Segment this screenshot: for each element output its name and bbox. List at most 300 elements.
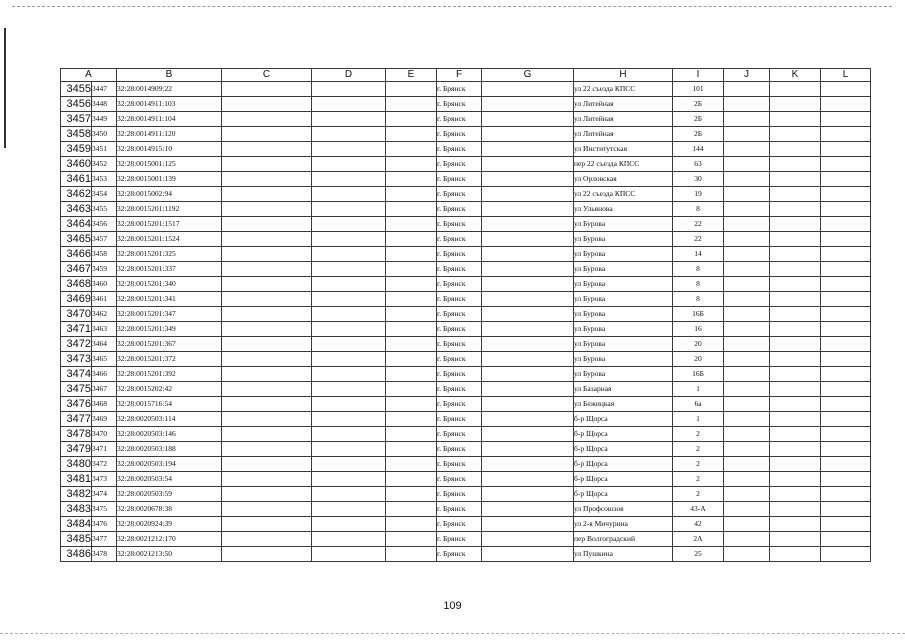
cell-empty[interactable] <box>821 262 871 277</box>
cell-empty[interactable] <box>821 142 871 157</box>
cell-f[interactable]: г. Брянск <box>437 142 482 157</box>
cell-a[interactable]: 3455 <box>92 202 117 217</box>
row-number[interactable]: 3478 <box>61 427 92 442</box>
cell-empty[interactable] <box>482 127 574 142</box>
cell-empty[interactable] <box>770 292 821 307</box>
cell-empty[interactable] <box>770 307 821 322</box>
cell-empty[interactable] <box>222 487 312 502</box>
cell-empty[interactable] <box>222 442 312 457</box>
cell-f[interactable]: г. Брянск <box>437 427 482 442</box>
row-number[interactable]: 3459 <box>61 142 92 157</box>
cell-empty[interactable] <box>821 157 871 172</box>
cell-h[interactable]: ул Орловская <box>574 172 673 187</box>
cell-empty[interactable] <box>222 217 312 232</box>
cell-a[interactable]: 3468 <box>92 397 117 412</box>
cell-i[interactable]: 25 <box>673 547 724 562</box>
cell-i[interactable]: 6а <box>673 397 724 412</box>
cell-f[interactable]: г. Брянск <box>437 547 482 562</box>
cell-h[interactable]: ул Бурова <box>574 307 673 322</box>
row-number[interactable]: 3469 <box>61 292 92 307</box>
cell-empty[interactable] <box>770 232 821 247</box>
cell-a[interactable]: 3470 <box>92 427 117 442</box>
cell-h[interactable]: б-р Щорса <box>574 412 673 427</box>
cell-empty[interactable] <box>222 367 312 382</box>
cell-h[interactable]: б-р Щорса <box>574 472 673 487</box>
cell-f[interactable]: г. Брянск <box>437 367 482 382</box>
row-number[interactable]: 3473 <box>61 352 92 367</box>
cell-f[interactable]: г. Брянск <box>437 517 482 532</box>
cell-b[interactable]: 32:28:0015201:1524 <box>117 232 222 247</box>
cell-empty[interactable] <box>821 202 871 217</box>
cell-empty[interactable] <box>482 202 574 217</box>
cell-empty[interactable] <box>222 427 312 442</box>
column-header-g[interactable]: G <box>482 69 574 82</box>
cell-empty[interactable] <box>821 517 871 532</box>
cell-i[interactable]: 101 <box>673 82 724 97</box>
cell-empty[interactable] <box>386 262 437 277</box>
cell-empty[interactable] <box>770 247 821 262</box>
cell-h[interactable]: ул Бурова <box>574 322 673 337</box>
cell-a[interactable]: 3451 <box>92 142 117 157</box>
cell-a[interactable]: 3471 <box>92 442 117 457</box>
cell-empty[interactable] <box>222 142 312 157</box>
cell-empty[interactable] <box>222 112 312 127</box>
cell-b[interactable]: 32:28:0014911:104 <box>117 112 222 127</box>
cell-a[interactable]: 3473 <box>92 472 117 487</box>
cell-a[interactable]: 3462 <box>92 307 117 322</box>
cell-h[interactable]: пер 22 съезда КПСС <box>574 157 673 172</box>
cell-f[interactable]: г. Брянск <box>437 352 482 367</box>
cell-empty[interactable] <box>482 277 574 292</box>
cell-empty[interactable] <box>386 97 437 112</box>
row-number[interactable]: 3477 <box>61 412 92 427</box>
cell-f[interactable]: г. Брянск <box>437 382 482 397</box>
cell-empty[interactable] <box>222 202 312 217</box>
cell-empty[interactable] <box>312 277 386 292</box>
row-number[interactable]: 3461 <box>61 172 92 187</box>
cell-empty[interactable] <box>222 502 312 517</box>
cell-f[interactable]: г. Брянск <box>437 157 482 172</box>
cell-empty[interactable] <box>312 262 386 277</box>
row-number[interactable]: 3471 <box>61 322 92 337</box>
cell-a[interactable]: 3448 <box>92 97 117 112</box>
cell-empty[interactable] <box>386 517 437 532</box>
column-header-j[interactable]: J <box>724 69 770 82</box>
cell-empty[interactable] <box>222 157 312 172</box>
cell-empty[interactable] <box>222 277 312 292</box>
cell-empty[interactable] <box>312 247 386 262</box>
cell-empty[interactable] <box>222 337 312 352</box>
cell-b[interactable]: 32:28:0015201:392 <box>117 367 222 382</box>
cell-b[interactable]: 32:28:0014915:10 <box>117 142 222 157</box>
cell-h[interactable]: ул Институтская <box>574 142 673 157</box>
cell-i[interactable]: 1 <box>673 382 724 397</box>
cell-empty[interactable] <box>386 202 437 217</box>
row-number[interactable]: 3467 <box>61 262 92 277</box>
cell-h[interactable]: ул Бурова <box>574 337 673 352</box>
column-header-k[interactable]: K <box>770 69 821 82</box>
cell-empty[interactable] <box>770 337 821 352</box>
cell-f[interactable]: г. Брянск <box>437 202 482 217</box>
cell-h[interactable]: ул Бурова <box>574 277 673 292</box>
cell-empty[interactable] <box>770 442 821 457</box>
cell-empty[interactable] <box>222 172 312 187</box>
cell-empty[interactable] <box>770 457 821 472</box>
cell-empty[interactable] <box>770 142 821 157</box>
cell-empty[interactable] <box>312 157 386 172</box>
cell-h[interactable]: ул Бурова <box>574 232 673 247</box>
cell-h[interactable]: ул Пушкина <box>574 547 673 562</box>
cell-empty[interactable] <box>222 187 312 202</box>
cell-empty[interactable] <box>770 322 821 337</box>
cell-empty[interactable] <box>724 82 770 97</box>
cell-empty[interactable] <box>222 82 312 97</box>
cell-b[interactable]: 32:28:0021213:50 <box>117 547 222 562</box>
cell-empty[interactable] <box>724 397 770 412</box>
cell-empty[interactable] <box>222 517 312 532</box>
cell-i[interactable]: 2Б <box>673 97 724 112</box>
cell-h[interactable]: ул 22 съезда КПСС <box>574 82 673 97</box>
cell-empty[interactable] <box>386 532 437 547</box>
cell-empty[interactable] <box>724 367 770 382</box>
cell-empty[interactable] <box>724 172 770 187</box>
cell-b[interactable]: 32:28:0015201:347 <box>117 307 222 322</box>
cell-h[interactable]: ул Бурова <box>574 367 673 382</box>
cell-empty[interactable] <box>724 97 770 112</box>
cell-i[interactable]: 2 <box>673 427 724 442</box>
cell-i[interactable]: 16 <box>673 322 724 337</box>
cell-i[interactable]: 22 <box>673 232 724 247</box>
column-header-d[interactable]: D <box>312 69 386 82</box>
cell-i[interactable]: 16Б <box>673 307 724 322</box>
cell-f[interactable]: г. Брянск <box>437 487 482 502</box>
row-number[interactable]: 3484 <box>61 517 92 532</box>
column-header-f[interactable]: F <box>437 69 482 82</box>
cell-empty[interactable] <box>482 352 574 367</box>
cell-f[interactable]: г. Брянск <box>437 322 482 337</box>
cell-f[interactable]: г. Брянск <box>437 82 482 97</box>
cell-empty[interactable] <box>482 457 574 472</box>
cell-i[interactable]: 2 <box>673 442 724 457</box>
cell-empty[interactable] <box>821 382 871 397</box>
cell-empty[interactable] <box>312 127 386 142</box>
cell-h[interactable]: ул Бурова <box>574 262 673 277</box>
row-number[interactable]: 3485 <box>61 532 92 547</box>
cell-h[interactable]: ул Бурова <box>574 292 673 307</box>
cell-b[interactable]: 32:28:0015001:139 <box>117 172 222 187</box>
row-number[interactable]: 3466 <box>61 247 92 262</box>
cell-empty[interactable] <box>724 532 770 547</box>
cell-empty[interactable] <box>821 502 871 517</box>
cell-empty[interactable] <box>770 532 821 547</box>
cell-f[interactable]: г. Брянск <box>437 127 482 142</box>
cell-b[interactable]: 32:28:0015201:341 <box>117 292 222 307</box>
cell-empty[interactable] <box>770 277 821 292</box>
cell-f[interactable]: г. Брянск <box>437 292 482 307</box>
cell-empty[interactable] <box>222 397 312 412</box>
cell-a[interactable]: 3454 <box>92 187 117 202</box>
cell-empty[interactable] <box>222 352 312 367</box>
row-number[interactable]: 3486 <box>61 547 92 562</box>
cell-empty[interactable] <box>312 97 386 112</box>
cell-b[interactable]: 32:28:0015201:367 <box>117 337 222 352</box>
cell-b[interactable]: 32:28:0020924:39 <box>117 517 222 532</box>
cell-h[interactable]: б-р Щорса <box>574 457 673 472</box>
cell-h[interactable]: б-р Щорса <box>574 487 673 502</box>
row-number[interactable]: 3480 <box>61 457 92 472</box>
row-number[interactable]: 3456 <box>61 97 92 112</box>
cell-empty[interactable] <box>821 427 871 442</box>
cell-empty[interactable] <box>386 442 437 457</box>
cell-empty[interactable] <box>386 352 437 367</box>
cell-empty[interactable] <box>312 112 386 127</box>
cell-empty[interactable] <box>724 322 770 337</box>
cell-empty[interactable] <box>770 412 821 427</box>
cell-b[interactable]: 32:28:0020678:38 <box>117 502 222 517</box>
cell-empty[interactable] <box>482 247 574 262</box>
cell-f[interactable]: г. Брянск <box>437 232 482 247</box>
cell-b[interactable]: 32:28:0014909:22 <box>117 82 222 97</box>
cell-empty[interactable] <box>386 457 437 472</box>
cell-a[interactable]: 3467 <box>92 382 117 397</box>
cell-h[interactable]: пер Волгоградский <box>574 532 673 547</box>
cell-i[interactable]: 16Б <box>673 367 724 382</box>
cell-h[interactable]: ул 22 съезда КПСС <box>574 187 673 202</box>
cell-empty[interactable] <box>821 82 871 97</box>
column-header-i[interactable]: I <box>673 69 724 82</box>
cell-empty[interactable] <box>770 187 821 202</box>
cell-empty[interactable] <box>770 172 821 187</box>
cell-a[interactable]: 3469 <box>92 412 117 427</box>
cell-empty[interactable] <box>724 157 770 172</box>
cell-empty[interactable] <box>386 487 437 502</box>
cell-i[interactable]: 8 <box>673 262 724 277</box>
cell-empty[interactable] <box>770 547 821 562</box>
cell-empty[interactable] <box>482 157 574 172</box>
cell-h[interactable]: ул Литейная <box>574 112 673 127</box>
row-number[interactable]: 3463 <box>61 202 92 217</box>
cell-empty[interactable] <box>724 202 770 217</box>
cell-f[interactable]: г. Брянск <box>437 262 482 277</box>
cell-empty[interactable] <box>312 472 386 487</box>
cell-empty[interactable] <box>386 172 437 187</box>
cell-f[interactable]: г. Брянск <box>437 307 482 322</box>
cell-empty[interactable] <box>821 127 871 142</box>
row-number[interactable]: 3460 <box>61 157 92 172</box>
cell-empty[interactable] <box>482 187 574 202</box>
cell-empty[interactable] <box>386 112 437 127</box>
cell-empty[interactable] <box>482 472 574 487</box>
cell-empty[interactable] <box>386 232 437 247</box>
cell-empty[interactable] <box>821 547 871 562</box>
cell-i[interactable]: 43-А <box>673 502 724 517</box>
cell-h[interactable]: ул Профсоюзов <box>574 502 673 517</box>
cell-empty[interactable] <box>724 412 770 427</box>
cell-empty[interactable] <box>770 427 821 442</box>
cell-empty[interactable] <box>821 217 871 232</box>
cell-i[interactable]: 20 <box>673 337 724 352</box>
cell-empty[interactable] <box>482 427 574 442</box>
cell-empty[interactable] <box>724 472 770 487</box>
cell-empty[interactable] <box>386 472 437 487</box>
cell-empty[interactable] <box>821 307 871 322</box>
cell-h[interactable]: ул Базарная <box>574 382 673 397</box>
cell-b[interactable]: 32:28:0015201:372 <box>117 352 222 367</box>
cell-empty[interactable] <box>312 442 386 457</box>
cell-a[interactable]: 3466 <box>92 367 117 382</box>
cell-empty[interactable] <box>770 382 821 397</box>
cell-empty[interactable] <box>724 187 770 202</box>
cell-a[interactable]: 3475 <box>92 502 117 517</box>
cell-empty[interactable] <box>482 442 574 457</box>
cell-empty[interactable] <box>770 202 821 217</box>
cell-empty[interactable] <box>724 232 770 247</box>
cell-empty[interactable] <box>724 307 770 322</box>
cell-empty[interactable] <box>386 382 437 397</box>
cell-empty[interactable] <box>222 532 312 547</box>
cell-empty[interactable] <box>482 82 574 97</box>
cell-f[interactable]: г. Брянск <box>437 397 482 412</box>
column-header-l[interactable]: L <box>821 69 871 82</box>
cell-empty[interactable] <box>312 532 386 547</box>
cell-i[interactable]: 2Б <box>673 112 724 127</box>
cell-b[interactable]: 32:28:0015002:94 <box>117 187 222 202</box>
cell-empty[interactable] <box>724 547 770 562</box>
cell-b[interactable]: 32:28:0020503:54 <box>117 472 222 487</box>
cell-i[interactable]: 42 <box>673 517 724 532</box>
cell-empty[interactable] <box>386 547 437 562</box>
cell-f[interactable]: г. Брянск <box>437 172 482 187</box>
cell-empty[interactable] <box>386 157 437 172</box>
cell-a[interactable]: 3456 <box>92 217 117 232</box>
cell-empty[interactable] <box>821 367 871 382</box>
cell-empty[interactable] <box>312 337 386 352</box>
cell-empty[interactable] <box>770 352 821 367</box>
cell-empty[interactable] <box>312 322 386 337</box>
cell-empty[interactable] <box>821 172 871 187</box>
cell-empty[interactable] <box>312 187 386 202</box>
cell-empty[interactable] <box>482 517 574 532</box>
cell-empty[interactable] <box>482 292 574 307</box>
cell-i[interactable]: 2 <box>673 487 724 502</box>
cell-f[interactable]: г. Брянск <box>437 112 482 127</box>
cell-empty[interactable] <box>724 382 770 397</box>
cell-empty[interactable] <box>482 382 574 397</box>
cell-empty[interactable] <box>312 142 386 157</box>
cell-empty[interactable] <box>770 97 821 112</box>
cell-empty[interactable] <box>386 337 437 352</box>
row-number[interactable]: 3457 <box>61 112 92 127</box>
cell-empty[interactable] <box>222 322 312 337</box>
row-number[interactable]: 3476 <box>61 397 92 412</box>
cell-empty[interactable] <box>724 277 770 292</box>
row-number[interactable]: 3482 <box>61 487 92 502</box>
cell-a[interactable]: 3447 <box>92 82 117 97</box>
cell-empty[interactable] <box>222 547 312 562</box>
cell-b[interactable]: 32:28:0015201:337 <box>117 262 222 277</box>
cell-empty[interactable] <box>312 487 386 502</box>
cell-f[interactable]: г. Брянск <box>437 217 482 232</box>
row-number[interactable]: 3481 <box>61 472 92 487</box>
cell-empty[interactable] <box>312 502 386 517</box>
cell-f[interactable]: г. Брянск <box>437 187 482 202</box>
cell-empty[interactable] <box>222 97 312 112</box>
cell-empty[interactable] <box>724 127 770 142</box>
cell-b[interactable]: 32:28:0014911:120 <box>117 127 222 142</box>
cell-empty[interactable] <box>222 382 312 397</box>
cell-a[interactable]: 3460 <box>92 277 117 292</box>
cell-empty[interactable] <box>386 187 437 202</box>
cell-empty[interactable] <box>770 217 821 232</box>
cell-empty[interactable] <box>821 277 871 292</box>
cell-empty[interactable] <box>724 217 770 232</box>
cell-empty[interactable] <box>770 127 821 142</box>
cell-a[interactable]: 3457 <box>92 232 117 247</box>
cell-empty[interactable] <box>312 397 386 412</box>
cell-empty[interactable] <box>724 517 770 532</box>
cell-empty[interactable] <box>312 412 386 427</box>
cell-b[interactable]: 32:28:0020503:114 <box>117 412 222 427</box>
cell-b[interactable]: 32:28:0021212:170 <box>117 532 222 547</box>
cell-b[interactable]: 32:28:0015201:1517 <box>117 217 222 232</box>
cell-empty[interactable] <box>724 142 770 157</box>
cell-empty[interactable] <box>821 487 871 502</box>
cell-i[interactable]: 2 <box>673 457 724 472</box>
cell-h[interactable]: ул Литейная <box>574 127 673 142</box>
cell-b[interactable]: 32:28:0015201:1192 <box>117 202 222 217</box>
cell-empty[interactable] <box>222 457 312 472</box>
cell-empty[interactable] <box>312 202 386 217</box>
cell-empty[interactable] <box>821 292 871 307</box>
cell-empty[interactable] <box>312 217 386 232</box>
cell-h[interactable]: ул Бурова <box>574 352 673 367</box>
cell-b[interactable]: 32:28:0015201:325 <box>117 247 222 262</box>
cell-h[interactable]: ул 2-я Мичурина <box>574 517 673 532</box>
cell-empty[interactable] <box>386 322 437 337</box>
cell-f[interactable]: г. Брянск <box>437 457 482 472</box>
row-number[interactable]: 3474 <box>61 367 92 382</box>
cell-f[interactable]: г. Брянск <box>437 472 482 487</box>
cell-a[interactable]: 3461 <box>92 292 117 307</box>
cell-b[interactable]: 32:28:0014911:103 <box>117 97 222 112</box>
cell-empty[interactable] <box>821 532 871 547</box>
cell-empty[interactable] <box>821 322 871 337</box>
cell-f[interactable]: г. Брянск <box>437 247 482 262</box>
cell-h[interactable]: б-р Щорса <box>574 427 673 442</box>
cell-empty[interactable] <box>821 187 871 202</box>
cell-empty[interactable] <box>386 247 437 262</box>
cell-empty[interactable] <box>482 547 574 562</box>
cell-empty[interactable] <box>386 397 437 412</box>
row-number[interactable]: 3465 <box>61 232 92 247</box>
cell-empty[interactable] <box>770 487 821 502</box>
row-number[interactable]: 3483 <box>61 502 92 517</box>
row-number[interactable]: 3464 <box>61 217 92 232</box>
cell-a[interactable]: 3450 <box>92 127 117 142</box>
cell-empty[interactable] <box>386 217 437 232</box>
cell-empty[interactable] <box>821 397 871 412</box>
cell-empty[interactable] <box>312 427 386 442</box>
cell-i[interactable]: 8 <box>673 292 724 307</box>
cell-empty[interactable] <box>482 367 574 382</box>
cell-empty[interactable] <box>821 337 871 352</box>
cell-f[interactable]: г. Брянск <box>437 532 482 547</box>
cell-empty[interactable] <box>482 397 574 412</box>
cell-empty[interactable] <box>222 472 312 487</box>
cell-i[interactable]: 1 <box>673 412 724 427</box>
cell-f[interactable]: г. Брянск <box>437 277 482 292</box>
cell-empty[interactable] <box>724 112 770 127</box>
